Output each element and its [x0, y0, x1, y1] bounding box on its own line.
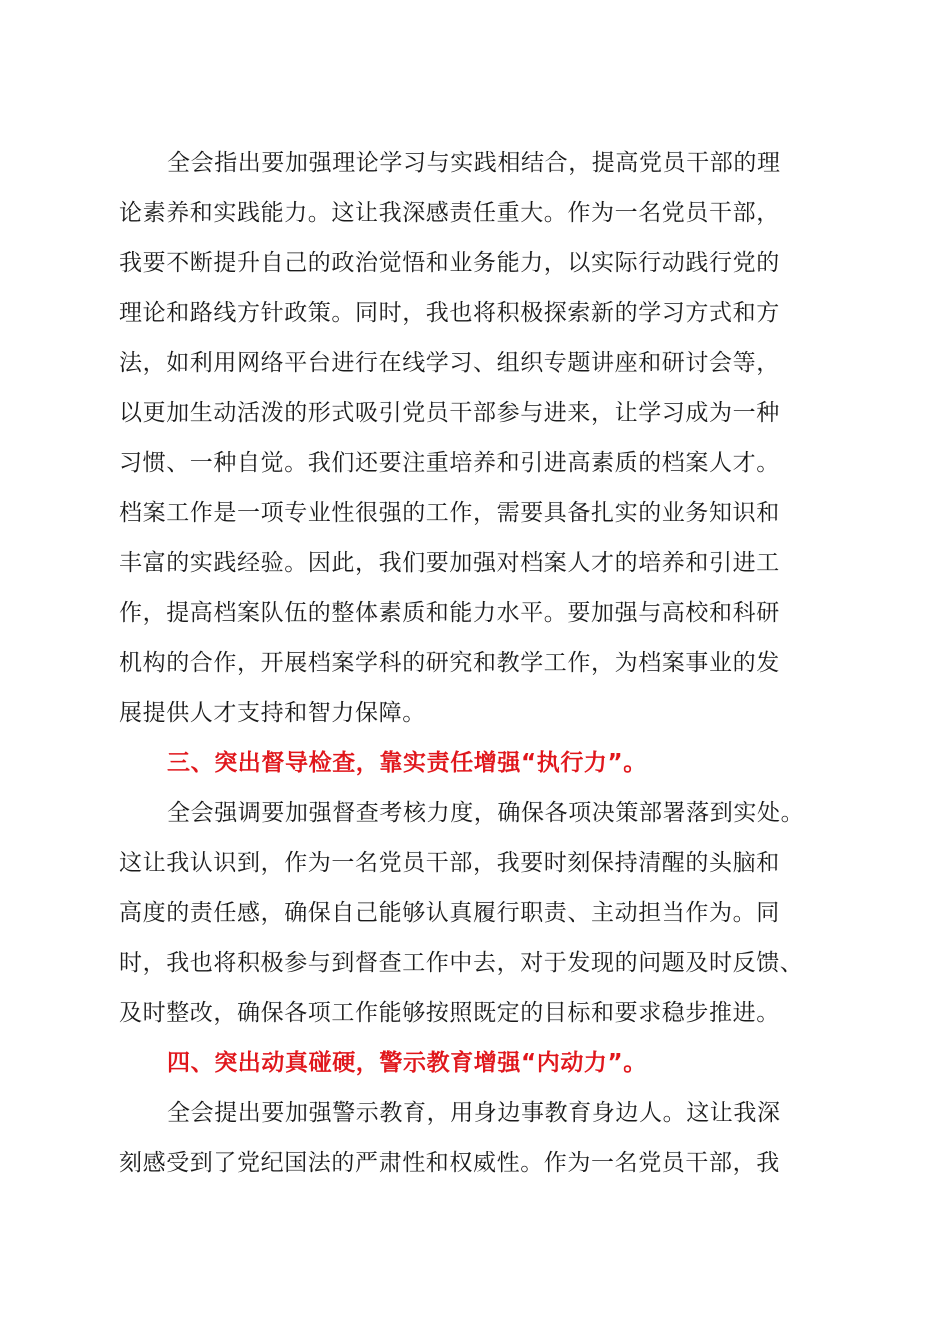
paragraph-line: 及时整改，确保各项工作能够按照既定的目标和要求稳步推进。 [119, 1000, 780, 1026]
paragraph-line: 丰富的实践经验。因此，我们要加强对档案人才的培养和引进工 [119, 550, 780, 576]
paragraph-line: 我要不断提升自己的政治觉悟和业务能力，以实际行动践行党的 [119, 250, 780, 276]
section-heading-4: 四、突出动真碰硬，警示教育增强“内动力”。 [167, 1050, 647, 1076]
paragraph-line: 理论和路线方针政策。同时，我也将积极探索新的学习方式和方 [119, 300, 780, 326]
document-body [119, 138, 831, 1188]
section-heading-3: 三、突出督导检查，靠实责任增强“执行力”。 [167, 750, 647, 776]
paragraph-2 [119, 788, 831, 1038]
paragraph-1 [119, 138, 831, 738]
paragraph-line: 法，如利用网络平台进行在线学习、组织专题讲座和研讨会等， [119, 350, 780, 376]
paragraph-line: 机构的合作，开展档案学科的研究和教学工作，为档案事业的发 [119, 650, 780, 676]
paragraph-line: 全会强调要加强督查考核力度，确保各项决策部署落到实处。 [167, 800, 805, 826]
paragraph-line: 这让我认识到，作为一名党员干部，我要时刻保持清醒的头脑和 [119, 850, 780, 876]
paragraph-line: 以更加生动活泼的形式吸引党员干部参与进来，让学习成为一种 [119, 400, 780, 426]
paragraph-line: 论素养和实践能力。这让我深感责任重大。作为一名党员干部， [119, 200, 780, 226]
paragraph-line: 展提供人才支持和智力保障。 [119, 700, 426, 726]
paragraph-line: 全会提出要加强警示教育，用身边事教育身边人。这让我深 [167, 1100, 781, 1126]
paragraph-line: 习惯、一种自觉。我们还要注重培养和引进高素质的档案人才。 [119, 450, 780, 476]
paragraph-line: 刻感受到了党纪国法的严肃性和权威性。作为一名党员干部，我 [119, 1150, 780, 1176]
paragraph-line: 作，提高档案队伍的整体素质和能力水平。要加强与高校和科研 [119, 600, 780, 626]
paragraph-line: 时，我也将积极参与到督查工作中去，对于发现的问题及时反馈、 [119, 950, 804, 976]
paragraph-3 [119, 1088, 831, 1188]
paragraph-line: 档案工作是一项专业性很强的工作，需要具备扎实的业务知识和 [119, 500, 780, 526]
paragraph-line: 高度的责任感，确保自己能够认真履行职责、主动担当作为。同 [119, 900, 780, 926]
paragraph-line: 全会指出要加强理论学习与实践相结合，提高党员干部的理 [167, 150, 781, 176]
